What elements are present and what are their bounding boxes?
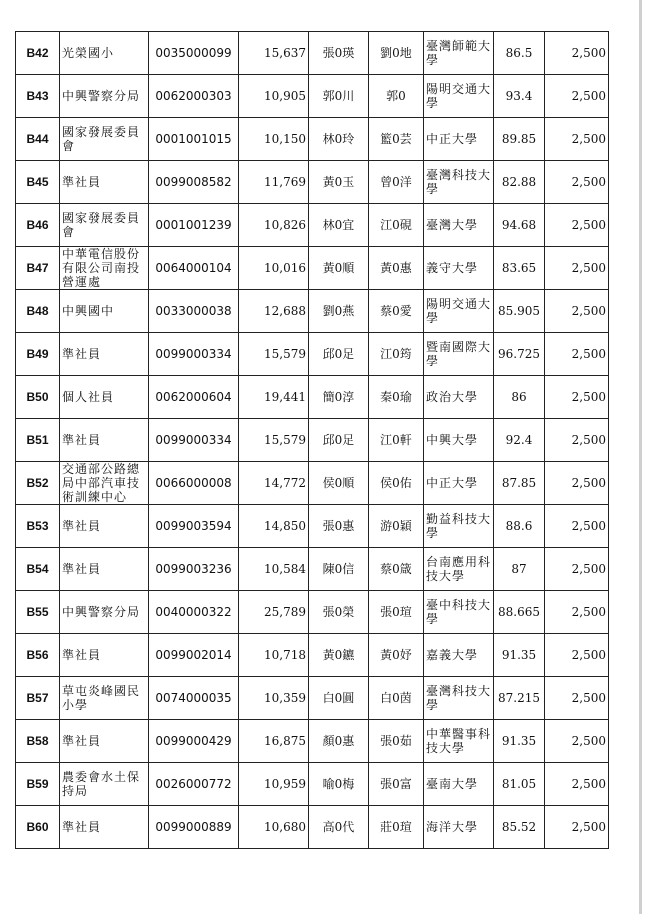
unit-cell: 準社員 [60,505,149,548]
score-cell: 91.35 [494,634,545,677]
member-name-cell: 侯0順 [309,462,369,505]
scholarship-amount-cell: 2,500 [545,548,609,591]
amount-value-cell: 10,826 [239,204,309,247]
table-row [16,161,609,204]
row-id-cell: B48 [16,290,60,333]
amount-value-cell: 14,772 [239,462,309,505]
score-cell: 82.88 [494,161,545,204]
member-name-cell: 陳0信 [309,548,369,591]
member-code-cell: 0040000322 [149,591,239,634]
student-name-cell: 蔡0愛 [369,290,424,333]
amount-value-cell: 25,789 [239,591,309,634]
amount-value-cell: 10,150 [239,118,309,161]
unit-cell: 國家發展委員會 [60,118,149,161]
member-name-cell: 林0宜 [309,204,369,247]
member-name-cell: 劉0燕 [309,290,369,333]
scholarship-amount-cell: 2,500 [545,591,609,634]
member-name-cell: 林0玲 [309,118,369,161]
score-cell: 94.68 [494,204,545,247]
scholarship-amount-cell: 2,500 [545,720,609,763]
row-id-cell: B47 [16,247,60,290]
row-id-cell: B45 [16,161,60,204]
score-cell: 87.85 [494,462,545,505]
school-cell: 臺灣科技大學 [424,161,494,204]
amount-value-cell: 10,959 [239,763,309,806]
scholarship-amount-cell: 2,500 [545,161,609,204]
scholarship-amount-cell: 2,500 [545,806,609,849]
scholarship-amount-cell: 2,500 [545,290,609,333]
student-name-cell: 黃0惠 [369,247,424,290]
score-cell: 88.665 [494,591,545,634]
unit-cell: 個人社員 [60,376,149,419]
student-name-cell: 張0茹 [369,720,424,763]
score-cell: 87.215 [494,677,545,720]
scholarship-amount-cell: 2,500 [545,118,609,161]
amount-value-cell: 10,718 [239,634,309,677]
table-row [16,204,609,247]
amount-value-cell: 15,579 [239,333,309,376]
scholarship-amount-cell: 2,500 [545,419,609,462]
score-cell: 81.05 [494,763,545,806]
student-name-cell: 張0富 [369,763,424,806]
score-cell: 83.65 [494,247,545,290]
scholarship-table [15,31,609,849]
student-name-cell: 曾0洋 [369,161,424,204]
table-row [16,419,609,462]
row-id-cell: B59 [16,763,60,806]
member-name-cell: 黃0玉 [309,161,369,204]
amount-value-cell: 19,441 [239,376,309,419]
unit-cell: 準社員 [60,161,149,204]
member-code-cell: 0099000334 [149,333,239,376]
school-cell: 臺中科技大學 [424,591,494,634]
school-cell: 中正大學 [424,118,494,161]
school-cell: 中華醫事科技大學 [424,720,494,763]
member-name-cell: 邱0足 [309,419,369,462]
row-id-cell: B60 [16,806,60,849]
school-cell: 勤益科技大學 [424,505,494,548]
score-cell: 85.52 [494,806,545,849]
school-cell: 臺灣大學 [424,204,494,247]
table-row [16,333,609,376]
row-id-cell: B43 [16,75,60,118]
school-cell: 海洋大學 [424,806,494,849]
scholarship-amount-cell: 2,500 [545,247,609,290]
table-body [16,32,609,849]
amount-value-cell: 16,875 [239,720,309,763]
member-code-cell: 0066000008 [149,462,239,505]
school-cell: 臺南大學 [424,763,494,806]
table-row [16,806,609,849]
table-row [16,118,609,161]
score-cell: 87 [494,548,545,591]
student-name-cell: 蔡0箴 [369,548,424,591]
unit-cell: 準社員 [60,720,149,763]
amount-value-cell: 10,584 [239,548,309,591]
member-code-cell: 0062000604 [149,376,239,419]
score-cell: 86.5 [494,32,545,75]
unit-cell: 準社員 [60,634,149,677]
student-name-cell: 莊0瑄 [369,806,424,849]
unit-cell: 準社員 [60,806,149,849]
member-code-cell: 0062000303 [149,75,239,118]
row-id-cell: B51 [16,419,60,462]
scholarship-amount-cell: 2,500 [545,75,609,118]
student-name-cell: 秦0瑜 [369,376,424,419]
scholarship-amount-cell: 2,500 [545,333,609,376]
member-name-cell: 顏0惠 [309,720,369,763]
member-name-cell: 喻0梅 [309,763,369,806]
score-cell: 96.725 [494,333,545,376]
scholarship-amount-cell: 2,500 [545,376,609,419]
member-code-cell: 0099000889 [149,806,239,849]
student-name-cell: 張0瑄 [369,591,424,634]
amount-value-cell: 15,637 [239,32,309,75]
unit-cell: 光榮國小 [60,32,149,75]
member-name-cell: 邱0足 [309,333,369,376]
school-cell: 陽明交通大學 [424,75,494,118]
student-name-cell: 劉0地 [369,32,424,75]
school-cell: 嘉義大學 [424,634,494,677]
school-cell: 陽明交通大學 [424,290,494,333]
amount-value-cell: 10,016 [239,247,309,290]
scholarship-amount-cell: 2,500 [545,462,609,505]
school-cell: 台南應用科技大學 [424,548,494,591]
student-name-cell: 江0軒 [369,419,424,462]
member-code-cell: 0099003236 [149,548,239,591]
member-name-cell: 郭0川 [309,75,369,118]
amount-value-cell: 12,688 [239,290,309,333]
score-cell: 86 [494,376,545,419]
member-code-cell: 0035000099 [149,32,239,75]
row-id-cell: B49 [16,333,60,376]
table-row [16,75,609,118]
table-row [16,677,609,720]
unit-cell: 農委會水土保持局 [60,763,149,806]
school-cell: 暨南國際大學 [424,333,494,376]
amount-value-cell: 11,769 [239,161,309,204]
table-row [16,505,609,548]
amount-value-cell: 14,850 [239,505,309,548]
row-id-cell: B55 [16,591,60,634]
unit-cell: 交通部公路總局中部汽車技術訓練中心 [60,462,149,505]
member-name-cell: 簡0淳 [309,376,369,419]
member-code-cell: 0033000038 [149,290,239,333]
school-cell: 義守大學 [424,247,494,290]
table-row [16,763,609,806]
member-code-cell: 0001001239 [149,204,239,247]
score-cell: 88.6 [494,505,545,548]
member-code-cell: 0099000429 [149,720,239,763]
school-cell: 臺灣科技大學 [424,677,494,720]
member-code-cell: 0099000334 [149,419,239,462]
score-cell: 89.85 [494,118,545,161]
unit-cell: 中興警察分局 [60,591,149,634]
member-code-cell: 0099003594 [149,505,239,548]
row-id-cell: B44 [16,118,60,161]
member-code-cell: 0026000772 [149,763,239,806]
row-id-cell: B57 [16,677,60,720]
unit-cell: 中興警察分局 [60,75,149,118]
student-name-cell: 江0硯 [369,204,424,247]
unit-cell: 準社員 [60,419,149,462]
score-cell: 93.4 [494,75,545,118]
table-row [16,32,609,75]
table-row [16,247,609,290]
table-row [16,591,609,634]
scholarship-amount-cell: 2,500 [545,634,609,677]
member-name-cell: 黃0順 [309,247,369,290]
school-cell: 政治大學 [424,376,494,419]
amount-value-cell: 10,680 [239,806,309,849]
member-code-cell: 0001001015 [149,118,239,161]
member-name-cell: 張0瑛 [309,32,369,75]
member-name-cell: 張0榮 [309,591,369,634]
student-name-cell: 籃0芸 [369,118,424,161]
table-row [16,376,609,419]
student-name-cell: 白0茵 [369,677,424,720]
row-id-cell: B56 [16,634,60,677]
school-cell: 中興大學 [424,419,494,462]
table-row [16,720,609,763]
page-edge-shadow [639,0,642,914]
student-name-cell: 江0筠 [369,333,424,376]
amount-value-cell: 15,579 [239,419,309,462]
student-name-cell: 郭0 [369,75,424,118]
student-name-cell: 黃0妤 [369,634,424,677]
scholarship-amount-cell: 2,500 [545,32,609,75]
unit-cell: 國家發展委員會 [60,204,149,247]
amount-value-cell: 10,905 [239,75,309,118]
table-row [16,462,609,505]
score-cell: 92.4 [494,419,545,462]
member-code-cell: 0099002014 [149,634,239,677]
amount-value-cell: 10,359 [239,677,309,720]
score-cell: 85.905 [494,290,545,333]
row-id-cell: B54 [16,548,60,591]
unit-cell: 中興國中 [60,290,149,333]
member-name-cell: 白0圓 [309,677,369,720]
member-name-cell: 張0惠 [309,505,369,548]
table-row [16,634,609,677]
student-name-cell: 侯0佑 [369,462,424,505]
member-code-cell: 0099008582 [149,161,239,204]
member-name-cell: 高0代 [309,806,369,849]
member-name-cell: 黃0鑣 [309,634,369,677]
table-row [16,290,609,333]
scholarship-amount-cell: 2,500 [545,204,609,247]
unit-cell: 準社員 [60,333,149,376]
member-code-cell: 0064000104 [149,247,239,290]
row-id-cell: B50 [16,376,60,419]
scholarship-amount-cell: 2,500 [545,763,609,806]
unit-cell: 準社員 [60,548,149,591]
school-cell: 臺灣師範大學 [424,32,494,75]
unit-cell: 草屯炎峰國民小學 [60,677,149,720]
school-cell: 中正大學 [424,462,494,505]
row-id-cell: B53 [16,505,60,548]
row-id-cell: B42 [16,32,60,75]
table-row [16,548,609,591]
row-id-cell: B52 [16,462,60,505]
score-cell: 91.35 [494,720,545,763]
scholarship-amount-cell: 2,500 [545,677,609,720]
member-code-cell: 0074000035 [149,677,239,720]
student-name-cell: 游0穎 [369,505,424,548]
scholarship-amount-cell: 2,500 [545,505,609,548]
row-id-cell: B58 [16,720,60,763]
unit-cell: 中華電信股份有限公司南投營運處 [60,247,149,290]
row-id-cell: B46 [16,204,60,247]
